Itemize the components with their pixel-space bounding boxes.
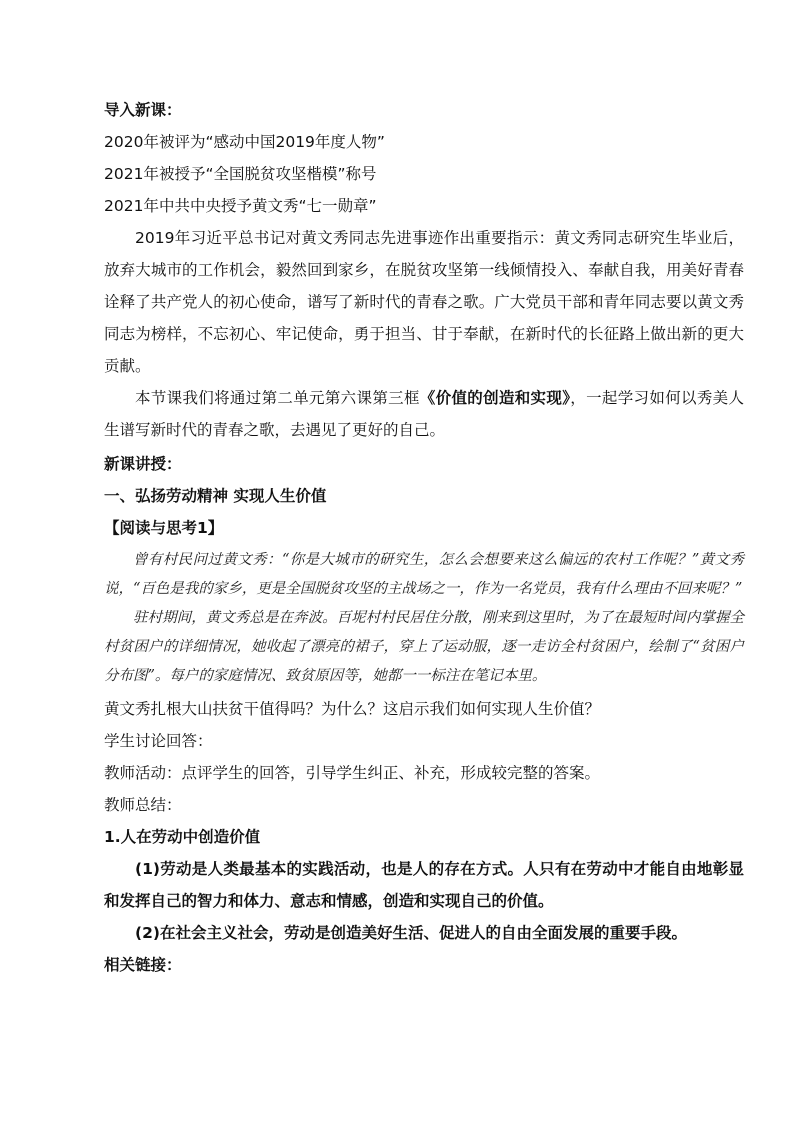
reading-title: 【阅读与思考1】	[104, 519, 224, 537]
lesson-intro-post: ，一起学习如何以秀美人生谱写新时代的青春之歌，去遇见了更好的自己。	[104, 389, 744, 439]
instruction-paragraph: 2019年习近平总书记对黄文秀同志先进事迹作出重要指示：黄文秀同志研究生毕业后，放弃大城市的工作机会，毅然回到家乡，在脱贫攻坚第一线倾情投入、奉献自我，用美好青春诠释了共产党人的初心使命，谱写了新时代的青春之歌。广大党员干部和青年同志要以黄文秀同志为榜样，不忘初心、牢记使命，勇于担当、甘于奉献，在新时代的长征路上做出新的更大贡献。	[104, 229, 744, 375]
related-links-heading: 相关链接：	[104, 956, 182, 974]
reading-passage	[104, 546, 744, 691]
new-lesson-heading: 新课讲授：	[104, 455, 182, 473]
student-discussion: 学生讨论回答：	[104, 732, 213, 750]
honor-line: 2020年被评为“感动中国2019年度人物”	[104, 133, 385, 151]
point-item: (1)劳动是人类最基本的实践活动，也是人的存在方式。人只有在劳动中才能自由地彰显和发挥自己的智力和体力、意志和情感，创造和实现自己的价值。	[104, 860, 744, 910]
point-item: (2)在社会主义社会，劳动是创造美好生活、促进人的自由全面发展的重要手段。	[135, 924, 687, 942]
section-title: 一、弘扬劳动精神 实现人生价值	[104, 487, 327, 505]
lesson-intro-paragraph	[104, 382, 744, 446]
teacher-summary: 教师总结：	[104, 796, 182, 814]
intro-heading: 导入新课：	[104, 101, 182, 119]
document-body	[104, 94, 744, 981]
honor-line: 2021年中共中央授予黄文秀“七一勋章”	[104, 197, 377, 215]
discussion-question: 黄文秀扎根大山扶贫干值得吗？为什么？这启示我们如何实现人生价值？	[104, 700, 601, 718]
point-title: 1.人在劳动中创造价值	[104, 828, 261, 846]
lesson-intro-pre: 本节课我们将通过第二单元第六课第三框	[135, 389, 420, 407]
reading-paragraph: 曾有村民问过黄文秀：“你是大城市的研究生，怎么会想要来这么偏远的农村工作呢？”黄文秀说，“百色是我的家乡，更是全国脱贫攻坚的主战场之一，作为一名党员，我有什么理由不回来呢？”	[104, 552, 744, 597]
teacher-activity: 教师活动：点评学生的回答，引导学生纠正、补充，形成较完整的答案。	[104, 764, 601, 782]
honor-line: 2021年被授予“全国脱贫攻坚楷模”称号	[104, 165, 377, 183]
lesson-title: 《价值的创造和实现》	[419, 389, 571, 407]
reading-paragraph: 驻村期间，黄文秀总是在奔波。百坭村村民居住分散，刚来到这里时，为了在最短时间内掌握全村贫困户的详细情况，她收起了漂亮的裙子，穿上了运动服，逐一走访全村贫困户，绘制了“贫困户分布图”。每户的家庭情况、致贫原因等，她都一一标注在笔记本里。	[104, 610, 744, 684]
